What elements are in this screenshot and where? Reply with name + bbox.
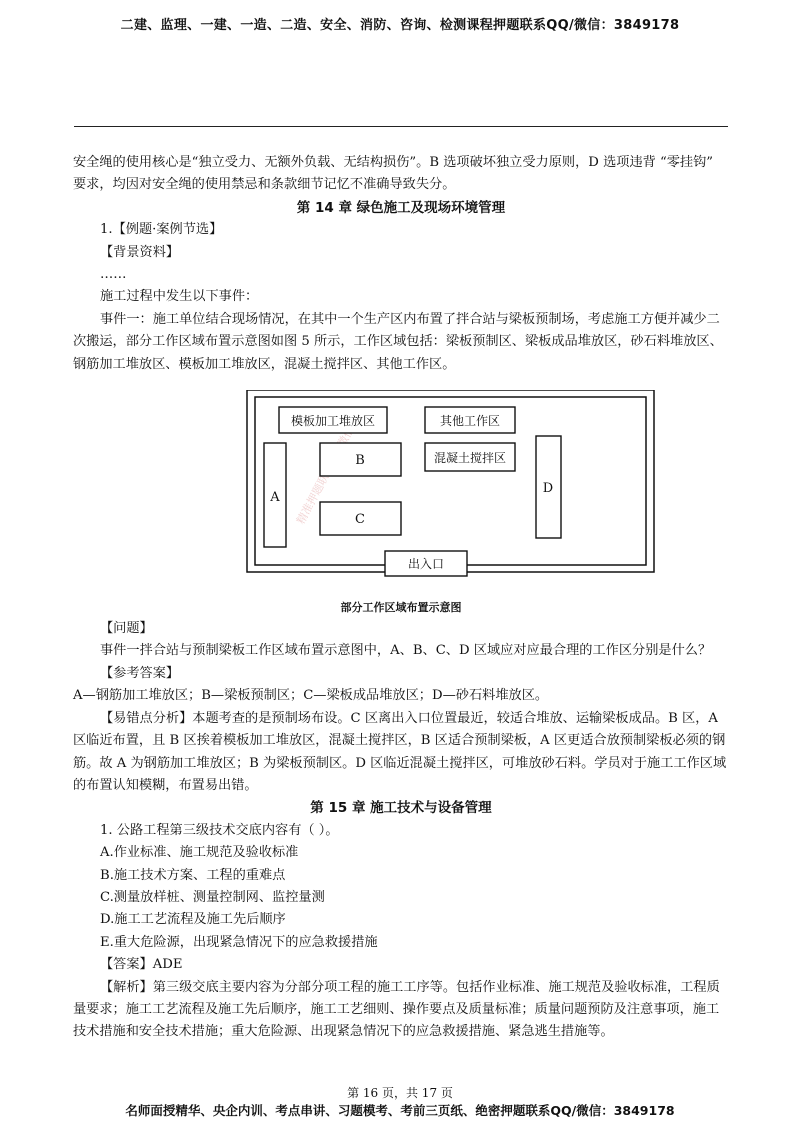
event-one: 事件一：施工单位结合现场情况，在其中一个生产区内布置了拌合站与梁板预制场，考虑施工方便并减少二次搬运，部分工作区域布置示意图如图 5 所示，工作区域包括：梁板预制区、梁板成品堆放区，砂石料堆放区、钢筋加工堆放区、模板加工堆放区，混凝土搅拌区、其他工作区。 [73, 311, 723, 372]
zone-b-label: B [355, 453, 365, 469]
answer-label: 【参考答案】 [100, 665, 180, 681]
zone-other-work-label: 其他工作区 [439, 414, 501, 429]
option-e: E.重大危险源，出现紧急情况下的应急救援措施 [100, 934, 378, 950]
option-c: C.测量放样桩、测量控制网、监控量测 [100, 889, 325, 905]
intro-paragraph: 安全绳的使用核心是“独立受力、无额外负载、无结构损伤”。B 选项破坏独立受力原则，D 选项违背 “零挂钩” 要求，均因对安全绳的使用禁忌和条款细节记忆不准确导致失分。 [73, 155, 714, 193]
background-label: 【背景资料】 [100, 244, 180, 260]
layout-diagram-svg [243, 390, 659, 580]
option-a: A.作业标准、施工规范及验收标准 [100, 845, 299, 861]
chapter-14-title: 第 14 章 绿色施工及现场环境管理 [296, 199, 506, 216]
layout-diagram [73, 376, 729, 598]
zone-mold-processing-label: 模板加工堆放区 [290, 414, 376, 429]
event-intro: 施工过程中发生以下事件： [100, 289, 259, 305]
analysis-text: 【易错点分析】本题考查的是预制场布设。C 区离出入口位置最近，较适合堆放、运输梁板成品。B 区，A 区临近布置，且 B 区挨着模板加工堆放区，混凝土搅拌区，B 区适合预制梁板，A 区更适合放预制梁板必须的钢筋。故 A 为钢筋加工堆放区；B 为梁板预制区。D 区临近混凝土搅拌区，可堆放砂石料。学员对于施工工作区域的布置认知模糊，布置易出错。 [73, 710, 727, 793]
ellipsis: …… [100, 267, 127, 283]
answer-text: A—钢筋加工堆放区；B—梁板预制区；C—梁板成品堆放区；D—砂石料堆放区。 [73, 688, 549, 704]
zone-d-label: D [542, 481, 554, 497]
analysis-2: 【解析】第三级交底主要内容为分部分项工程的施工工序等。包括作业标准、施工规范及验收标准，工程质量要求；施工工艺流程及施工先后顺序，施工工艺细则、操作要点及质量标准；质量问题预防及注意事项，施工技术措施和安全技术措施；重大危险源、出现紧急情况下的应急救援措施、紧急逃生措施等。 [73, 979, 720, 1040]
page-content [73, 152, 729, 1044]
question-2: 1. 公路工程第三级技术交底内容有（ ）。 [100, 822, 339, 838]
chapter-15-title: 第 15 章 施工技术与设备管理 [310, 800, 492, 817]
question-label: 【问题】 [100, 621, 153, 637]
zone-c-label: C [355, 512, 365, 528]
answer-2: 【答案】ADE [100, 957, 183, 973]
page-number: 第 16 页，共 17 页 [347, 1086, 453, 1100]
option-d: D.施工工艺流程及施工先后顺序 [100, 912, 286, 928]
zone-exit-label: 出入口 [407, 557, 445, 572]
page-header: 二建、监理、一建、一造、二造、安全、消防、咨询、检测课程押题联系QQ/微信：3849178 [120, 18, 680, 33]
example-title: 1.【例题·案例节选】 [100, 222, 223, 238]
zone-concrete-mixing-label: 混凝土搅拌区 [433, 451, 507, 466]
option-b: B.施工技术方案、工程的重难点 [100, 867, 286, 883]
header-rule [74, 126, 728, 127]
zone-a-label: A [270, 490, 280, 506]
question-text: 事件一拌合站与预制梁板工作区域布置示意图中，A、B、C、D 区域应对应最合理的工作区分别是什么？ [100, 643, 712, 659]
diagram-caption: 部分工作区域布置示意图 [340, 601, 462, 615]
page-footer: 名师面授精华、央企内训、考点串讲、习题模考、考前三页纸、绝密押题联系QQ/微信：3849178 [125, 1103, 675, 1118]
